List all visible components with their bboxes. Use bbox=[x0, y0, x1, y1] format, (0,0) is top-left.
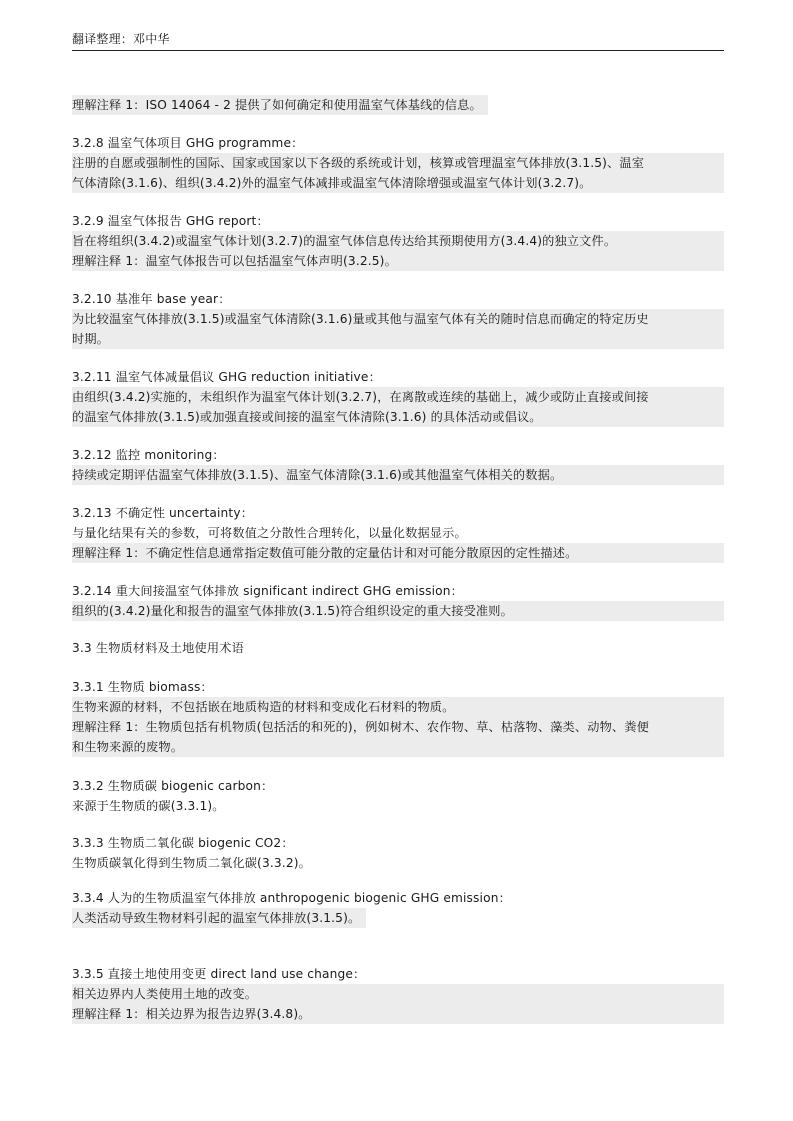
term-title: 3.2.14 重大间接温室气体排放 significant indirect GHG emission： bbox=[72, 584, 463, 598]
definition-line: 人类活动导致生物材料引起的温室气体排放(3.1.5)。 bbox=[72, 908, 366, 928]
definition-line: 生物质碳氧化得到生物质二氧化碳(3.3.2)。 bbox=[72, 856, 311, 870]
term-3-2-8 bbox=[72, 133, 724, 193]
note-line: 和生物来源的废物。 bbox=[72, 737, 724, 757]
definition-line: 为比较温室气体排放(3.1.5)或温室气体清除(3.1.6)量或其他与温室气体有关的随时信息而确定的特定历史 bbox=[72, 309, 724, 329]
section-3-3-heading bbox=[72, 638, 724, 658]
note-line: 理解注释 1：相关边界为报告边界(3.4.8)。 bbox=[72, 1004, 724, 1024]
term-3-3-5 bbox=[72, 964, 724, 1024]
definition-line: 由组织(3.4.2)实施的，未组织作为温室气体计划(3.2.7)，在离散或连续的基础上，减少或防止直接或间接 bbox=[72, 387, 724, 407]
term-3-2-14 bbox=[72, 581, 724, 621]
term-3-3-2 bbox=[72, 776, 724, 816]
definition-line: 气体清除(3.1.6)、组织(3.4.2)外的温室气体减排或温室气体清除增强或温室气体计划(3.2.7)。 bbox=[72, 173, 724, 193]
definition-line: 组织的(3.4.2)量化和报告的温室气体排放(3.1.5)符合组织设定的重大接受准则。 bbox=[72, 601, 724, 621]
term-3-2-12 bbox=[72, 445, 724, 485]
term-title: 3.3.3 生物质二氧化碳 biogenic CO2： bbox=[72, 836, 294, 850]
definition-line: 的温室气体排放(3.1.5)或加强直接或间接的温室气体清除(3.1.6) 的具体活动或倡议。 bbox=[72, 407, 724, 427]
term-3-2-10 bbox=[72, 289, 724, 349]
term-3-3-4 bbox=[72, 888, 724, 928]
term-3-3-1 bbox=[72, 677, 724, 757]
definition-line: 时期。 bbox=[72, 329, 724, 349]
definition-line: 与量化结果有关的参数，可将数值之分散性合理转化，以量化数据显示。 bbox=[72, 526, 467, 540]
definition-line: 生物来源的材料，不包括嵌在地质构造的材料和变成化石材料的物质。 bbox=[72, 697, 724, 717]
term-title: 3.3.1 生物质 biomass： bbox=[72, 680, 213, 694]
term-title: 3.2.8 温室气体项目 GHG programme： bbox=[72, 136, 304, 150]
term-title: 3.3.2 生物质碳 biogenic carbon： bbox=[72, 779, 274, 793]
section-title: 3.3 生物质材料及土地使用术语 bbox=[72, 641, 244, 655]
term-3-3-3 bbox=[72, 833, 724, 873]
note-line: 理解注释 1：不确定性信息通常指定数值可能分散的定量估计和对可能分散原因的定性描述。 bbox=[72, 543, 724, 563]
note-line: 理解注释 1：生物质包括有机物质(包括活的和死的)，例如树木、农作物、草、枯落物、藻类、动物、粪便 bbox=[72, 717, 724, 737]
note-iso14064 bbox=[72, 95, 724, 115]
term-title: 3.2.10 基准年 base year： bbox=[72, 292, 231, 306]
term-title: 3.2.12 监控 monitoring： bbox=[72, 448, 225, 462]
definition-line: 来源于生物质的碳(3.3.1)。 bbox=[72, 799, 225, 813]
definition-line: 持续或定期评估温室气体排放(3.1.5)、温室气体清除(3.1.6)或其他温室气体相关的数据。 bbox=[72, 465, 724, 485]
note-line: 理解注释 1：温室气体报告可以包括温室气体声明(3.2.5)。 bbox=[72, 251, 724, 271]
term-title: 3.2.11 温室气体减量倡议 GHG reduction initiative： bbox=[72, 370, 381, 384]
note-line: 理解注释 1：ISO 14064 - 2 提供了如何确定和使用温室气体基线的信息。 bbox=[72, 95, 488, 115]
term-3-2-9 bbox=[72, 211, 724, 271]
definition-line: 相关边界内人类使用土地的改变。 bbox=[72, 984, 724, 1004]
term-title: 3.3.4 人为的生物质温室气体排放 anthropogenic biogenic GHG emission： bbox=[72, 891, 511, 905]
term-title: 3.2.9 温室气体报告 GHG report： bbox=[72, 214, 269, 228]
term-3-2-11 bbox=[72, 367, 724, 427]
term-title: 3.2.13 不确定性 uncertainty： bbox=[72, 506, 254, 520]
page-header: 翻译整理：邓中华 bbox=[72, 30, 724, 51]
term-title: 3.3.5 直接土地使用变更 direct land use change： bbox=[72, 967, 366, 981]
definition-line: 注册的自愿或强制性的国际、国家或国家以下各级的系统或计划，核算或管理温室气体排放(3.1.5)、温室 bbox=[72, 153, 724, 173]
definition-line: 旨在将组织(3.4.2)或温室气体计划(3.2.7)的温室气体信息传达给其预期使用方(3.4.4)的独立文件。 bbox=[72, 231, 724, 251]
term-3-2-13 bbox=[72, 503, 724, 563]
